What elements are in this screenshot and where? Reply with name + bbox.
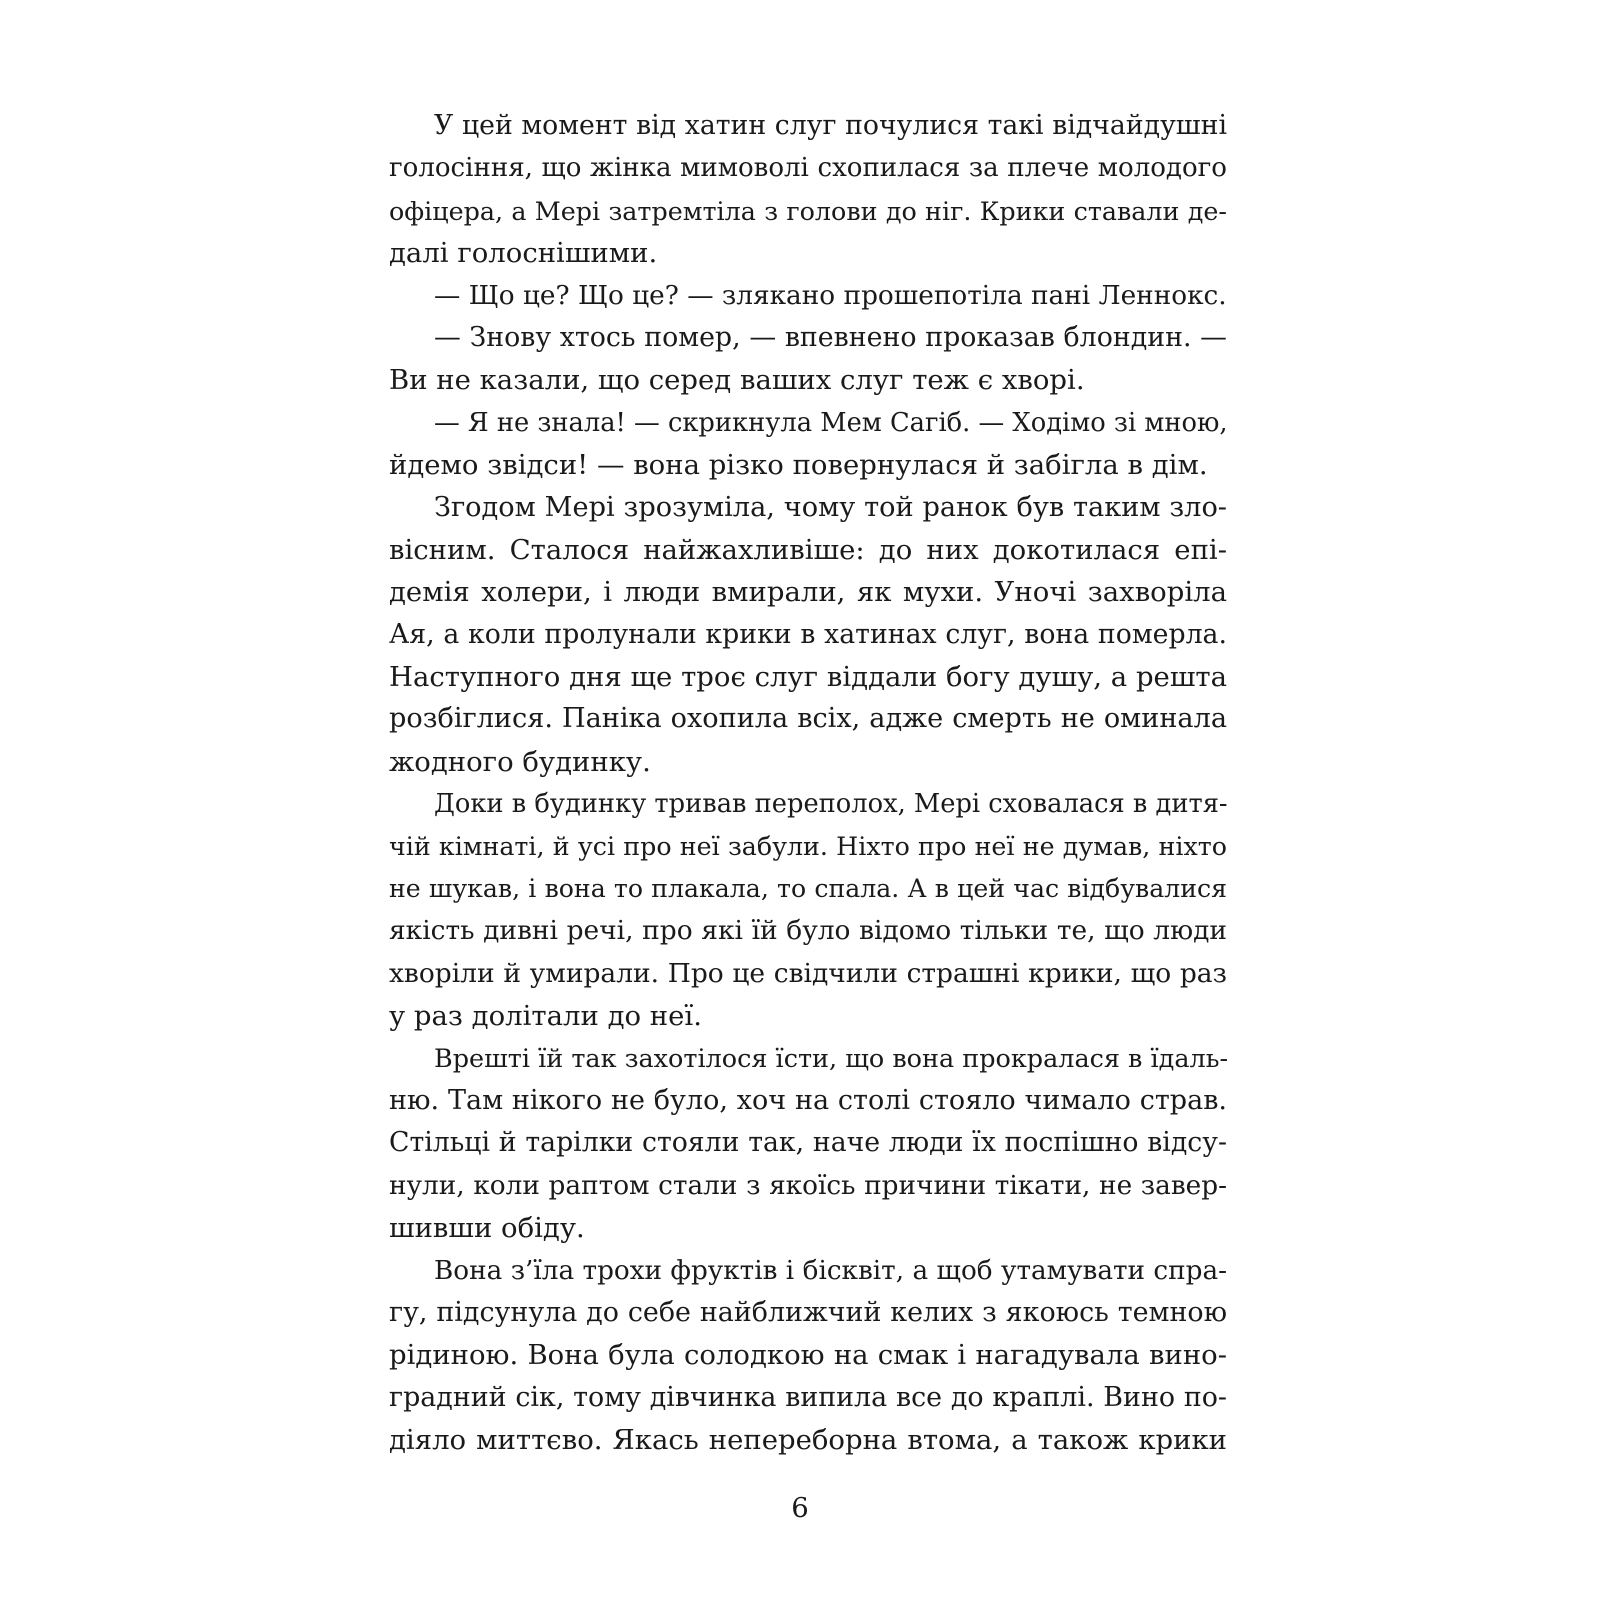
text-line: гу, підсунула до себе найближчий келих з якоюсь темною <box>389 1296 1227 1328</box>
text-line: йдемо звідси! — вона різко повернулася й забігла в дім. <box>389 449 1208 482</box>
text-line: Вона з’їла трохи фруктів і бісквіт, а щоб утамувати спра- <box>434 1255 1227 1286</box>
text-line: жодного будинку. <box>389 745 651 778</box>
text-line: офіцера, а Мері затремтіла з голови до ніг. Крики ставали де- <box>389 195 1227 226</box>
text-line: Доки в будинку тривав переполох, Мері сховалася в дитя- <box>434 789 1228 820</box>
text-line: хворіли й умирали. Про це свідчили страшні крики, що раз <box>389 957 1227 989</box>
text-line: нули, коли раптом стали з якоїсь причини тікати, не завер- <box>389 1170 1227 1201</box>
text-line: — Я не знала! — скрикнула Мем Сагіб. — Ходімо зі мною, <box>434 407 1228 438</box>
text-line: голосіння, що жінка мимоволі схопилася за плече молодого <box>389 153 1227 184</box>
text-line: — Знову хтось помер, — впевнено проказав блондин. — <box>434 321 1227 353</box>
text-line: Згодом Мері зрозуміла, чому той ранок був таким зло- <box>434 491 1227 523</box>
text-line: — Що це? Що це? — злякано прошепотіла пані Леннокс. <box>434 280 1227 311</box>
page-number: 6 <box>791 1492 809 1524</box>
text-line: не шукав, і вона то плакала, то спала. А в цей час відбувалися <box>389 874 1227 904</box>
text-line: вісним. Сталося найжахливіше: до них докотилася епі- <box>389 533 1227 566</box>
text-line: у раз долітали до неї. <box>389 1000 702 1033</box>
text-line: демія холери, і люди вмирали, як мухи. Уночі захворіла <box>389 576 1227 609</box>
text-line: Стільці й тарілки стояли так, наче люди їх поспішно відсу- <box>389 1127 1227 1159</box>
text-line: Ая, а коли пролунали крики в хатинах слуг, вона померла. <box>389 618 1227 650</box>
text-line: градний сік, тому дівчинка випила все до краплі. Вино по- <box>389 1381 1227 1413</box>
text-line: далі голоснішими. <box>389 237 658 270</box>
text-line: шивши обіду. <box>389 1212 585 1245</box>
text-line: рідиною. Вона була солодкою на смак і нагадувала вино- <box>389 1339 1227 1372</box>
text-line: Наступного дня ще троє слуг віддали богу душу, а решта <box>389 661 1227 694</box>
text-line: розбіглися. Паніка охопила всіх, адже смерть не оминала <box>389 703 1227 735</box>
text-line: Ви не казали, що серед ваших слуг теж є хворі. <box>389 364 1085 397</box>
text-line: У цей момент від хатин слуг почулися такі відчайдушні <box>434 110 1227 141</box>
text-line: якість дивні речі, про які їй було відомо тільки те, що люди <box>389 915 1227 947</box>
text-line: ню. Там нікого не було, хоч на столі стояло чимало страв. <box>389 1084 1227 1116</box>
body-text <box>389 105 1227 1462</box>
text-line: Врешті їй так захотілося їсти, що вона прокралася в їдаль- <box>434 1043 1229 1074</box>
text-line: чій кімнаті, й усі про неї забули. Ніхто про неї не думав, ніхто <box>389 831 1227 861</box>
text-line: діяло миттєво. Якась непереборна втома, а також крики <box>389 1424 1227 1457</box>
